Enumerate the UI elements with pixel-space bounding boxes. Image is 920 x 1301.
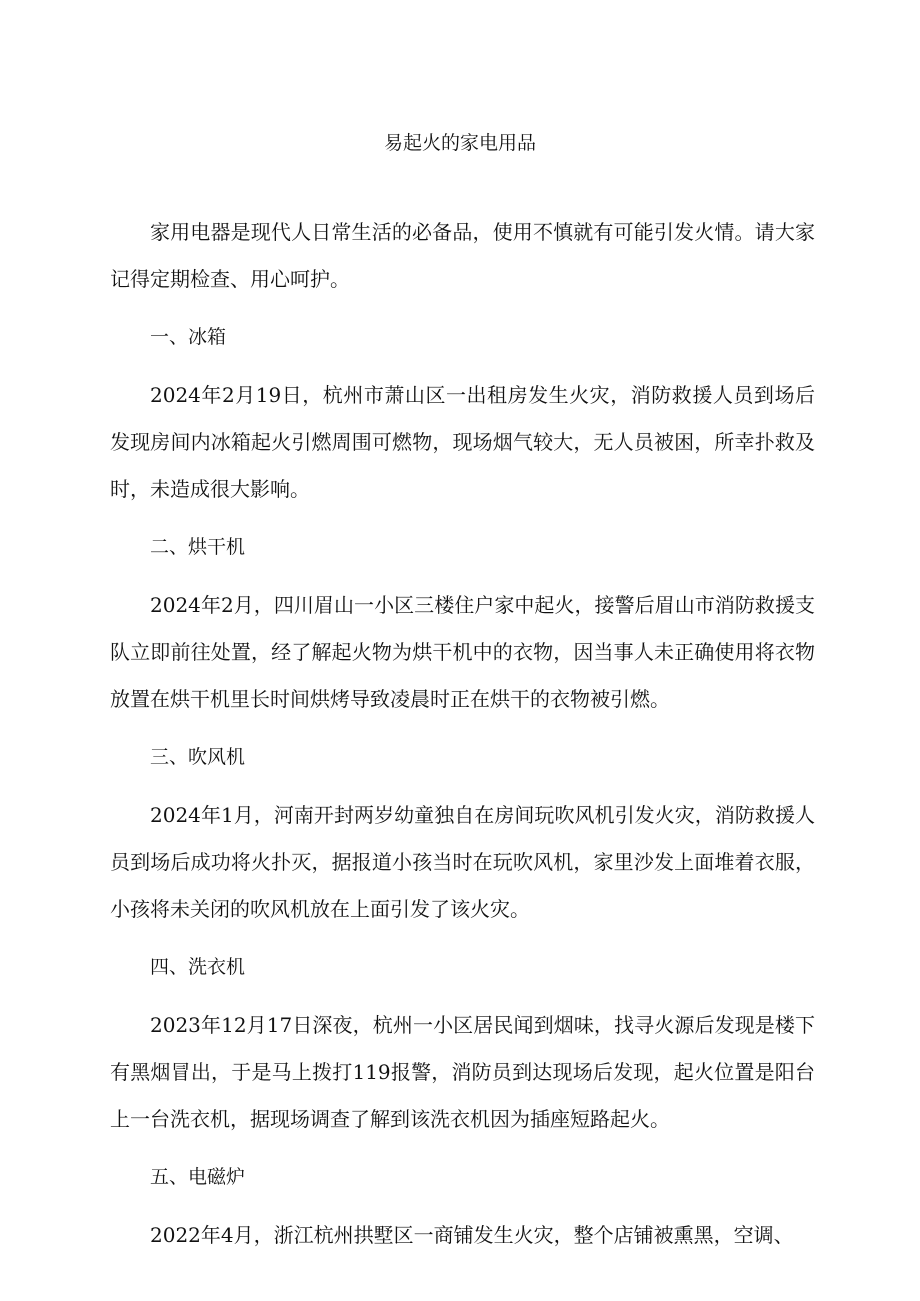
- section-paragraph-induction-cooker: 2022年4月，浙江杭州拱墅区一商铺发生火灾，整个店铺被熏黑，空调、: [150, 1223, 794, 1247]
- intro-paragraph: 家用电器是现代人日常生活的必备品，使用不慎就有可能引发火情。请大家记得定期检查、用心呵护。: [110, 220, 815, 291]
- section-heading-washing-machine: 四、洗衣机: [150, 956, 246, 978]
- section-paragraph-hair-dryer: 2024年1月，河南开封两岁幼童独自在房间玩吹风机引发火灾，消防救援人员到场后成功将火扑灭，据报道小孩当时在玩吹风机，家里沙发上面堆着衣服，小孩将未关闭的吹风机放在上面引发了该火灾。: [110, 803, 815, 921]
- section-paragraph-dryer: 2024年2月，四川眉山一小区三楼住户家中起火，接警后眉山市消防救援支队立即前往处置，经了解起火物为烘干机中的衣物，因当事人未正确使用将衣物放置在烘干机里长时间烘烤导致凌晨时正在烘干的衣物被引燃。: [110, 593, 815, 711]
- document-title: 易起火的家电用品: [383, 132, 536, 154]
- section-heading-induction-cooker: 五、电磁炉: [150, 1166, 246, 1188]
- section-paragraph-refrigerator: 2024年2月19日，杭州市萧山区一出租房发生火灾，消防救援人员到场后发现房间内冰箱起火引燃周围可燃物，现场烟气较大，无人员被困，所幸扑救及时，未造成很大影响。: [110, 383, 815, 501]
- section-heading-dryer: 二、烘干机: [150, 536, 246, 558]
- section-heading-refrigerator: 一、冰箱: [150, 326, 227, 348]
- section-heading-hair-dryer: 三、吹风机: [150, 746, 246, 768]
- section-paragraph-washing-machine: 2023年12月17日深夜，杭州一小区居民闻到烟味，找寻火源后发现是楼下有黑烟冒出，于是马上拨打119报警，消防员到达现场后发现，起火位置是阳台上一台洗衣机，据现场调查了解到该洗衣机因为插座短路起火。: [110, 1013, 815, 1131]
- document-body: [110, 209, 815, 1270]
